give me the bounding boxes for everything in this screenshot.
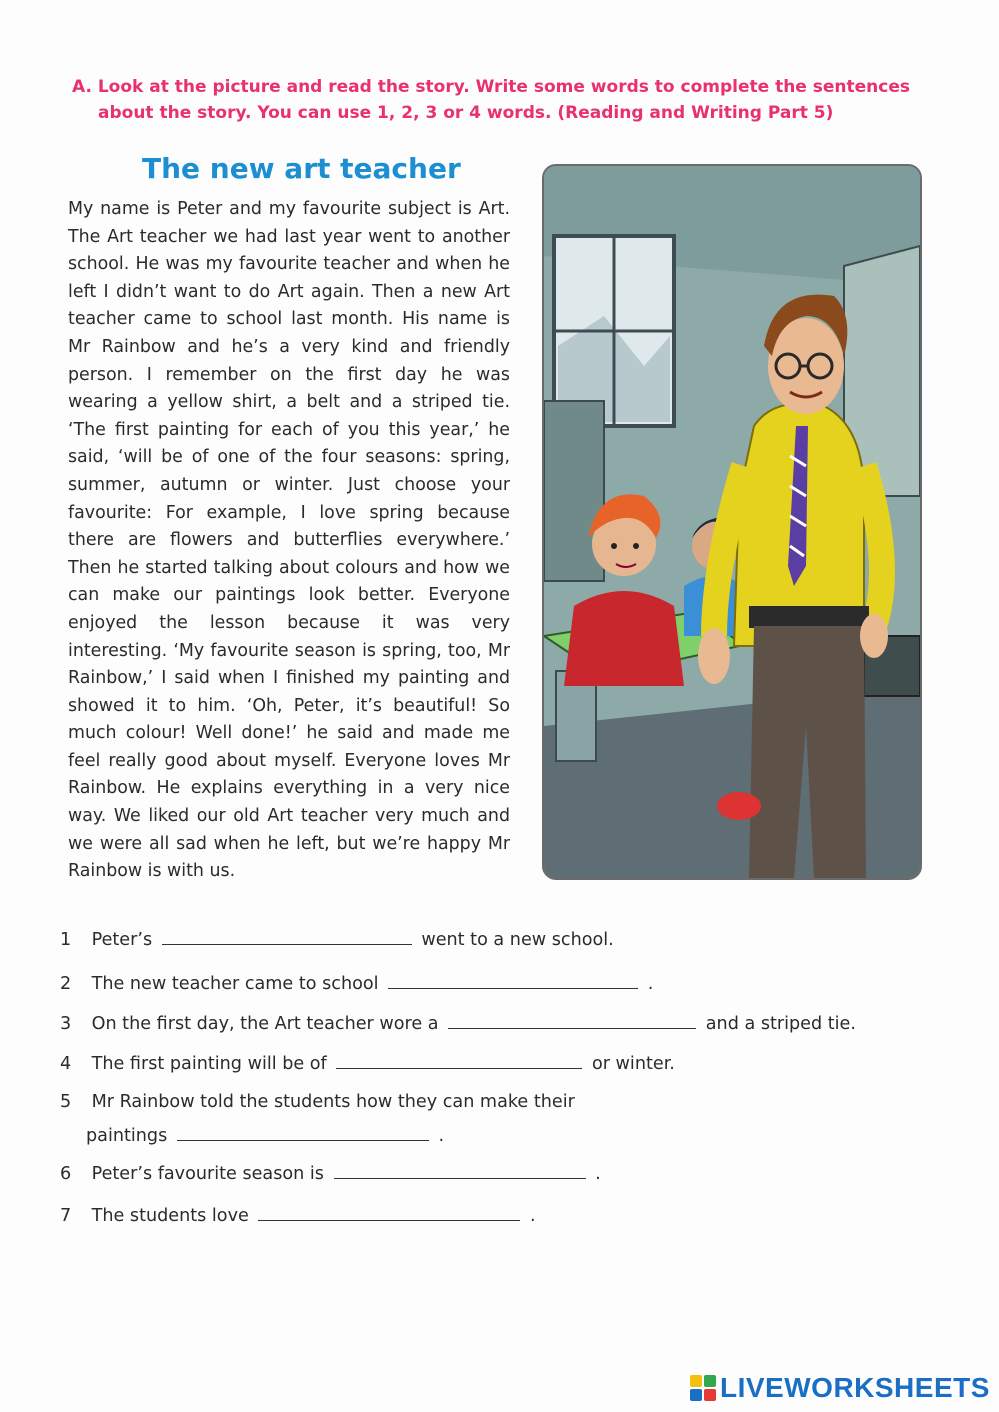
brand-name: LIVEWORKSHEETS xyxy=(720,1372,990,1403)
answer-blank-4[interactable] xyxy=(336,1052,582,1069)
answer-blank-6[interactable] xyxy=(334,1162,586,1179)
answer-blank-2[interactable] xyxy=(388,972,638,989)
instructions xyxy=(72,74,912,126)
question-4 xyxy=(60,1052,675,1074)
story-title: The new art teacher xyxy=(142,152,461,185)
question-text: Peter’s favourite season is xyxy=(91,1164,324,1184)
question-3 xyxy=(60,1012,856,1034)
question-text-end: . xyxy=(595,1164,601,1184)
liveworksheets-logo-icon xyxy=(690,1375,716,1401)
answer-blank-7[interactable] xyxy=(258,1204,520,1221)
question-text-end: or winter. xyxy=(591,1054,675,1074)
question-text-end: and a striped tie. xyxy=(705,1014,856,1034)
answer-blank-3[interactable] xyxy=(448,1012,696,1029)
instructions-line-1: A. Look at the picture and read the story. Write some words to complete the sentences xyxy=(72,77,910,97)
question-text-end: went to a new school. xyxy=(421,930,614,950)
story-text: My name is Peter and my favourite subject is Art. The Art teacher we had last year went to another school. He was my favourite teacher and when he left I didn’t want to do Art again. Then a new Art teacher came to school last month. His name is Mr Rainbow and he’s a very kind and friendly person. I remember on the first day he was wearing a yellow shirt, a belt and a striped tie. ‘The first painting for each of you this year,’ he said, ‘will be of one of the four seasons: spring, summer, autumn or winter. Just choose your favourite: For example, I love spring because there are flowers and butterflies everywhere.’ Then he started talking about colours and how we can make our paintings look better. Everyone enjoyed the lesson because it was very interesting. ‘My favourite season is spring, too, Mr Rainbow,’ I said when I finished my painting and showed it to him. ‘Oh, Peter, it’s beautiful! So much colour! Well done!’ he said and made me feel really good about myself. Everyone loves Mr Rainbow. He explains everything in a very nice way. We liked our old Art teacher very much and we were all sad when he left, but we’re happy Mr Rainbow is with us. xyxy=(68,199,510,882)
instructions-line-2: about the story. You can use 1, 2, 3 or 4 words. (Reading and Writing Part 5) xyxy=(98,103,834,123)
question-text: The students love xyxy=(91,1206,249,1226)
question-number: 1 xyxy=(60,930,72,950)
question-text-end: . xyxy=(647,974,654,994)
question-text: Mr Rainbow told the students how they can make their xyxy=(91,1092,575,1112)
question-text: Peter’s xyxy=(91,930,153,950)
question-7 xyxy=(60,1204,536,1226)
question-number: 3 xyxy=(60,1014,72,1034)
question-text: The new teacher came to school xyxy=(91,974,379,994)
question-2 xyxy=(60,972,653,994)
question-5-line-2 xyxy=(86,1124,444,1146)
question-number: 6 xyxy=(60,1164,72,1184)
classroom-illustration xyxy=(542,164,922,880)
question-number: 2 xyxy=(60,974,72,994)
classroom-illustration-svg xyxy=(544,166,920,878)
question-text: On the first day, the Art teacher wore a xyxy=(91,1014,439,1034)
question-text: paintings xyxy=(86,1126,168,1146)
answer-blank-1[interactable] xyxy=(162,928,412,945)
answer-blank-5[interactable] xyxy=(177,1124,429,1141)
question-text: The first painting will be of xyxy=(91,1054,327,1074)
question-number: 5 xyxy=(60,1092,72,1112)
question-text-end: . xyxy=(530,1206,536,1226)
liveworksheets-brand[interactable] xyxy=(690,1372,990,1404)
question-number: 7 xyxy=(60,1206,72,1226)
question-text-end: . xyxy=(438,1126,445,1146)
question-1 xyxy=(60,928,614,950)
question-6 xyxy=(60,1162,601,1184)
question-5 xyxy=(60,1092,575,1112)
question-number: 4 xyxy=(60,1054,72,1074)
